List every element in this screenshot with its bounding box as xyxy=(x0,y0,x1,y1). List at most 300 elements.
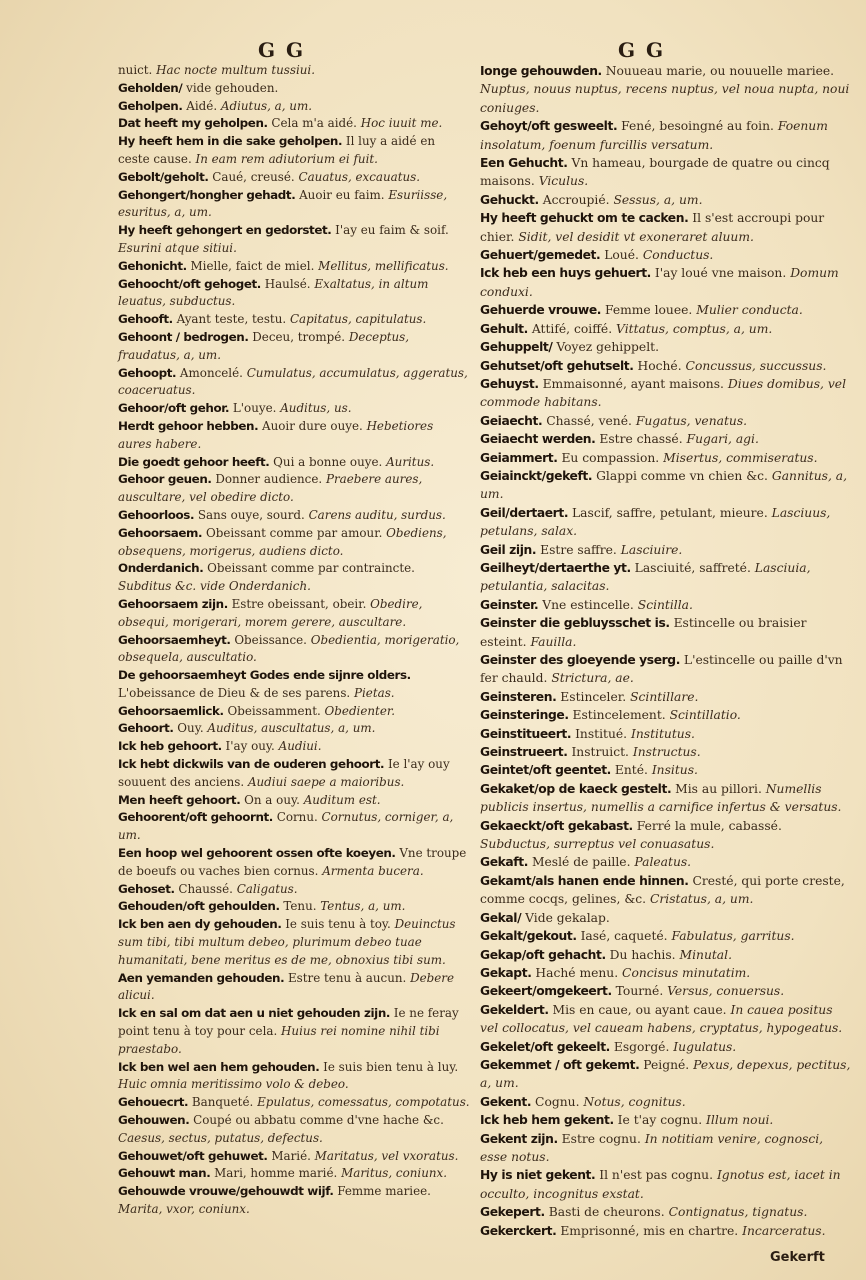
entry-latin: Hac nocte multum tussiui. xyxy=(156,63,316,77)
entry-headword: Gekapt. xyxy=(480,965,532,980)
entry-latin: Notus, cognitus. xyxy=(583,1094,686,1109)
entry-headword: Gekent. xyxy=(480,1094,532,1109)
dictionary-entry xyxy=(480,264,852,301)
dictionary-entry xyxy=(118,365,470,401)
entry-headword: Ick hebt dickwils van de ouderen gehoort. xyxy=(118,757,385,772)
entry-latin: Versus, conuersus. xyxy=(667,984,785,999)
dictionary-entry xyxy=(480,651,852,688)
entry-latin: Minutal. xyxy=(679,947,732,962)
entry-latin: Instructus. xyxy=(632,745,701,760)
entry-headword: Gehoset. xyxy=(118,881,175,896)
dictionary-entry xyxy=(480,1222,852,1240)
entry-latin: Caesus, sectus, putatus, defectus. xyxy=(118,1130,323,1145)
entry-headword: Gehoyt/oft gesweelt. xyxy=(480,119,618,134)
entry-french: L'estincelle ou paille d'vn fer chauld. xyxy=(480,653,843,686)
dictionary-entry xyxy=(480,449,852,467)
dictionary-entry xyxy=(118,418,470,454)
entry-latin: Audiui. xyxy=(278,739,322,754)
entry-french: Vne troupe de boeufs ou vaches bien cornus. xyxy=(118,846,467,878)
entry-latin: Ignotus est, iacet in occulto, incognitus exstat. xyxy=(480,1168,841,1201)
entry-headword: Gekaket/op de kaeck gestelt. xyxy=(480,781,672,796)
catchword: Gekerft xyxy=(770,1250,825,1265)
entry-french: Auoir dure ouye. xyxy=(261,418,363,433)
dictionary-entry xyxy=(480,1093,852,1111)
entry-headword: Ick ben aen dy gehouden. xyxy=(118,917,282,932)
entry-french: Enté. xyxy=(614,763,648,778)
entry-headword: Gekap/oft gehacht. xyxy=(480,947,606,962)
dictionary-entry xyxy=(480,62,852,117)
entry-latin: Fauilla. xyxy=(530,634,577,649)
entry-french: Ayant teste, testu. xyxy=(176,312,287,327)
dictionary-entry xyxy=(118,222,470,258)
dictionary-entry xyxy=(480,541,852,559)
dictionary-entry xyxy=(118,400,470,418)
dictionary-entry xyxy=(118,507,470,525)
entry-french: Chaussé. xyxy=(178,881,233,896)
entry-headword: Aen yemanden gehouden. xyxy=(118,970,285,985)
entry-french: Il luy a aidé en ceste cause. xyxy=(118,134,436,166)
entry-french: Obeissance. xyxy=(234,632,307,647)
entry-french: Caué, creusé. xyxy=(212,169,295,184)
entry-headword: Gehouwet/oft gehuwet. xyxy=(118,1148,268,1163)
entry-french: Mielle, faict de miel. xyxy=(190,258,315,273)
entry-french: Estincelle ou braisier esteint. xyxy=(480,616,807,649)
entry-latin: Diues domibus, vel commode habitans. xyxy=(480,376,847,410)
entry-french: Chassé, vené. xyxy=(546,413,632,428)
entry-latin: Lasciuus, petulans, salax. xyxy=(480,505,831,539)
entry-latin: Mulier conducta. xyxy=(696,303,803,318)
entry-headword: Gehoort. xyxy=(118,721,174,736)
entry-french: I'ay loué vne maison. xyxy=(654,266,787,281)
dictionary-entry xyxy=(480,1111,852,1129)
dictionary-entry xyxy=(118,845,470,881)
entry-french: Estre tenu à aucun. xyxy=(287,970,407,985)
entry-latin: Domum conduxi. xyxy=(480,266,839,299)
entry-latin: Mellitus, mellificatus. xyxy=(318,258,449,273)
entry-latin: Scintillare. xyxy=(630,689,699,704)
entry-latin: Huius rei nomine nihil tibi praestabo. xyxy=(118,1024,440,1056)
dictionary-entry xyxy=(118,898,470,916)
entry-latin: Cumulatus, accumulatus, aggeratus, coaceruatus. xyxy=(118,365,468,398)
dictionary-entry xyxy=(118,169,470,187)
entry-headword: Gehoont / bedrogen. xyxy=(118,329,249,344)
entry-french: Voyez gehippelt. xyxy=(556,340,659,355)
entry-headword: Geholden/ xyxy=(118,80,183,95)
entry-latin: Esuriisse, esuritus, a, um. xyxy=(118,187,448,220)
dictionary-entry xyxy=(480,412,852,430)
entry-headword: Gehoor/oft gehor. xyxy=(118,401,230,416)
entry-latin: Viculus. xyxy=(538,174,589,189)
dictionary-entry xyxy=(118,792,470,810)
entry-french: Haulsé. xyxy=(264,276,311,291)
entry-headword: Die goedt gehoor heeft. xyxy=(118,454,270,469)
entry-latin: Insitus. xyxy=(651,763,698,778)
entry-latin: Audiui saepe a maioribus. xyxy=(247,774,405,789)
dictionary-entry xyxy=(118,970,470,1006)
entry-french: Estre obeissant, obeir. xyxy=(231,596,367,611)
entry-headword: Ick heb een huys gehuert. xyxy=(480,266,651,281)
entry-headword: Gekal/ xyxy=(480,910,522,925)
dictionary-entry xyxy=(480,1166,852,1203)
dictionary-entry xyxy=(480,817,852,854)
entry-french: Marié. xyxy=(271,1148,311,1163)
entry-french: nuict. xyxy=(118,63,153,77)
entry-french: Ferré la mule, cabassé. xyxy=(636,818,782,833)
dictionary-entry xyxy=(118,667,470,703)
dictionary-entry xyxy=(480,154,852,191)
entry-french: Ie l'ay ouy souuent des anciens. xyxy=(118,757,450,789)
entry-headword: Hy heeft gehuckt om te cacken. xyxy=(480,211,689,226)
entry-headword: Gehooft. xyxy=(118,312,173,327)
entry-headword: Gehonicht. xyxy=(118,258,187,273)
dictionary-entry xyxy=(118,1094,470,1112)
entry-headword: Gehouden/oft gehoulden. xyxy=(118,899,280,914)
entry-french: Haché menu. xyxy=(535,965,619,980)
entry-latin: Subditus &c. vide Onderdanich. xyxy=(118,579,311,594)
dictionary-entry xyxy=(118,703,470,721)
entry-headword: Dat heeft my geholpen. xyxy=(118,116,268,131)
dictionary-entry xyxy=(118,1148,470,1166)
entry-latin: In notitiam venire, cognosci, esse notus. xyxy=(480,1131,824,1164)
dictionary-entry xyxy=(480,946,852,964)
dictionary-entry xyxy=(480,209,852,246)
dictionary-entry xyxy=(118,738,470,756)
entry-headword: Gehoorsaem. xyxy=(118,525,203,540)
dictionary-entry xyxy=(118,329,470,365)
entry-latin: Obedire, obsequi, morigerari, morem gerere, auscultare. xyxy=(118,596,423,629)
dictionary-entry xyxy=(480,853,852,871)
dictionary-entry xyxy=(118,133,470,169)
entry-latin: Cornutus, corniger, a, um. xyxy=(118,810,454,843)
entry-latin: Institutus. xyxy=(631,726,695,741)
entry-headword: Gehoorsaem zijn. xyxy=(118,596,228,611)
dictionary-entry xyxy=(480,467,852,504)
entry-latin: Foenum insolatum, foenum furcillis versatum. xyxy=(480,119,828,152)
entry-latin: Epulatus, comessatus, compotatus. xyxy=(257,1095,470,1110)
entry-latin: Pietas. xyxy=(354,685,395,700)
dictionary-entry xyxy=(118,720,470,738)
dictionary-entry xyxy=(118,1183,470,1219)
entry-french: Sans ouye, sourd. xyxy=(197,507,305,522)
entry-french: Glappi comme vn chien &c. xyxy=(596,468,768,483)
entry-headword: Geil zijn. xyxy=(480,542,537,557)
dictionary-entry xyxy=(480,761,852,779)
entry-latin: Incarceratus. xyxy=(742,1223,826,1238)
dictionary-entry xyxy=(118,632,470,668)
entry-headword: Geinster des gloeyende yserg. xyxy=(480,653,680,667)
entry-headword: Geinster. xyxy=(480,597,539,612)
entry-french: Donner audience. xyxy=(215,472,323,487)
entry-french: Mari, homme marié. xyxy=(214,1166,338,1181)
entry-french: Lascif, saffre, petulant, mieure. xyxy=(572,505,768,520)
entry-headword: Gehouwde vrouwe/gehouwdt wijf. xyxy=(118,1184,334,1199)
entry-latin: Hebetiores aures habere. xyxy=(118,418,434,451)
entry-french: Estincelement. xyxy=(572,708,666,723)
entry-french: Tourné. xyxy=(615,984,664,999)
entry-latin: Exaltatus, in altum leuatus, subductus. xyxy=(118,276,429,309)
entry-headword: Gehutset/oft gehutselt. xyxy=(480,358,634,373)
dictionary-entry xyxy=(480,375,852,412)
entry-french: Obeissant comme par contraincte. xyxy=(207,561,415,576)
entry-headword: Gekerckert. xyxy=(480,1223,557,1238)
entry-latin: Adiutus, a, um. xyxy=(220,98,313,113)
entry-french: Aidé. xyxy=(186,98,218,113)
entry-headword: Een Gehucht. xyxy=(480,156,568,171)
dictionary-entry xyxy=(118,258,470,276)
entry-french: I'ay eu faim & soif. xyxy=(335,223,449,238)
entry-french: Mis au pillori. xyxy=(675,781,762,796)
entry-headword: Ick heb hem gekent. xyxy=(480,1113,614,1128)
entry-latin: Conductus. xyxy=(642,248,714,263)
entry-headword: Gehoorsaemheyt. xyxy=(118,632,231,647)
entry-headword: Gekeert/omgekeert. xyxy=(480,984,612,999)
entry-latin: Illum noui. xyxy=(706,1113,774,1128)
entry-headword: Geil/dertaert. xyxy=(480,505,569,520)
entry-french: Banqueté. xyxy=(191,1095,254,1110)
entry-french: Emmaisonné, ayant maisons. xyxy=(542,376,724,391)
entry-latin: Paleatus. xyxy=(634,855,692,870)
entry-french: Femme mariee. xyxy=(337,1184,431,1199)
dictionary-entry xyxy=(118,1165,470,1183)
entry-french: Institué. xyxy=(575,726,628,741)
entry-latin: Fabulatus, garritus. xyxy=(671,929,795,944)
entry-french: Emprisonné, mis en chartre. xyxy=(560,1223,739,1238)
entry-headword: Gehongert/hongher gehadt. xyxy=(118,187,296,202)
entry-latin: Numellis publicis insertus, numellis a carnifice infertus & versatus. xyxy=(480,781,842,815)
entry-latin: In eam rem adiutorium ei fuit. xyxy=(195,151,378,166)
entry-french: Fené, besoingné au foin. xyxy=(621,119,774,134)
dictionary-entry xyxy=(118,525,470,561)
entry-french: Meslé de paille. xyxy=(531,855,631,870)
dictionary-entry xyxy=(118,916,470,969)
entry-latin: Marita, vxor, coniunx. xyxy=(118,1202,250,1216)
entry-french: Cornu. xyxy=(276,810,318,825)
entry-french: Amoncelé. xyxy=(179,365,243,380)
dictionary-entry xyxy=(118,471,470,507)
entry-french: Loué. xyxy=(604,248,639,263)
dictionary-entry xyxy=(480,559,852,596)
entry-french: Mis en caue, ou ayant caue. xyxy=(552,1002,727,1017)
dictionary-entry xyxy=(118,311,470,329)
dictionary-entry xyxy=(118,115,470,133)
entry-headword: De gehoorsaemheyt Godes ende sijnre olders. xyxy=(118,668,411,683)
dictionary-entry xyxy=(480,1038,852,1056)
dictionary-entry xyxy=(118,1112,470,1148)
entry-latin: Auditum est. xyxy=(303,792,381,807)
dictionary-entry xyxy=(118,1059,470,1095)
entry-french: Femme louee. xyxy=(604,303,693,318)
entry-headword: Geiaecht. xyxy=(480,413,543,428)
entry-headword: Gehuckt. xyxy=(480,192,539,207)
entry-french: Cognu. xyxy=(535,1094,580,1109)
dictionary-entry xyxy=(118,276,470,312)
dictionary-entry xyxy=(480,614,852,651)
dictionary-entry xyxy=(480,117,852,154)
entry-latin: Maritus, coniunx. xyxy=(341,1166,448,1181)
entry-headword: Gehult. xyxy=(480,321,528,336)
header-left-letters: G G xyxy=(258,38,306,62)
entry-french: Cela m'a aidé. xyxy=(271,116,357,131)
dictionary-entry xyxy=(480,1130,852,1167)
entry-latin: Auditus, auscultatus, a, um. xyxy=(207,721,376,736)
entry-headword: Geinsteren. xyxy=(480,689,557,704)
entry-headword: Gehouwen. xyxy=(118,1113,190,1128)
entry-headword: Geiammert. xyxy=(480,450,558,465)
entry-headword: Gehoopt. xyxy=(118,365,177,380)
entry-french: L'obeissance de Dieu & de ses parens. xyxy=(118,685,351,700)
entry-latin: Fugari, agi. xyxy=(686,432,759,447)
dictionary-entry xyxy=(480,706,852,724)
entry-french: Ie t'ay cognu. xyxy=(617,1113,703,1128)
entry-headword: Een hoop wel gehoorent ossen ofte koeyen. xyxy=(118,846,396,861)
entry-headword: Gehuyst. xyxy=(480,376,539,391)
entry-french: Tenu. xyxy=(283,899,317,914)
entry-french: Nouueau marie, ou nouuelle mariee. xyxy=(605,64,835,78)
entry-headword: Geintet/oft geentet. xyxy=(480,763,611,778)
entry-latin: Carens auditu, surdus. xyxy=(308,507,446,522)
entry-french: Coupé ou abbatu comme d'vne hache &c. xyxy=(193,1113,444,1128)
dictionary-entry xyxy=(480,909,852,927)
entry-headword: Geinsteringe. xyxy=(480,708,569,723)
entry-french: Eu compassion. xyxy=(561,450,660,465)
dictionary-entry xyxy=(118,560,470,596)
entry-french: Vne estincelle. xyxy=(542,597,634,612)
left-column xyxy=(118,62,470,1219)
entry-french: Estre chassé. xyxy=(599,432,683,447)
dictionary-entry xyxy=(118,596,470,632)
entry-headword: Geinstitueert. xyxy=(480,726,572,741)
entry-headword: Gehuppelt/ xyxy=(480,340,553,355)
entry-french: Qui a bonne ouye. xyxy=(273,454,383,469)
entry-headword: Gehoorent/oft gehoornt. xyxy=(118,810,273,825)
entry-french: On a ouy. xyxy=(244,792,300,807)
entry-latin: Tentus, a, um. xyxy=(320,899,406,914)
entry-latin: Hoc iuuit me. xyxy=(360,116,443,131)
entry-headword: Gekamt/als hanen ende hinnen. xyxy=(480,873,689,888)
dictionary-entry xyxy=(118,98,470,116)
entry-french: Il n'est pas cognu. xyxy=(599,1168,714,1183)
entry-headword: Gekent zijn. xyxy=(480,1131,558,1146)
entry-latin: Huic omnia meritissimo volo & debeo. xyxy=(118,1077,349,1092)
entry-headword: Ick heb gehoort. xyxy=(118,739,222,754)
entry-latin: Fugatus, venatus. xyxy=(635,413,748,428)
entry-french: Ouy. xyxy=(177,721,204,736)
entry-french: Basti de cheurons. xyxy=(548,1205,665,1220)
entry-french: Lasciuité, saffreté. xyxy=(634,560,751,575)
entry-headword: Geiaecht werden. xyxy=(480,432,596,447)
entry-french: Estre saffre. xyxy=(540,542,617,557)
entry-latin: Misertus, commiseratus. xyxy=(663,450,818,465)
entry-latin: Deceptus, fraudatus, a, um. xyxy=(118,329,410,362)
entry-french: Attifé, coiffé. xyxy=(531,321,613,336)
dictionary-entry xyxy=(480,927,852,945)
entry-french: Iasé, caqueté. xyxy=(580,929,668,944)
entry-latin: Caligatus. xyxy=(236,881,298,896)
entry-headword: Herdt gehoor hebben. xyxy=(118,418,259,433)
dictionary-entry xyxy=(480,872,852,909)
dictionary-entry xyxy=(118,756,470,792)
dictionary-entry xyxy=(480,246,852,264)
entry-french: Deceu, trompé. xyxy=(252,329,346,344)
entry-headword: Gekalt/gekout. xyxy=(480,929,577,944)
entry-latin: Scintilla. xyxy=(637,597,693,612)
dictionary-entry xyxy=(480,1203,852,1221)
dictionary-entry xyxy=(480,688,852,706)
dictionary-entry xyxy=(118,454,470,472)
entry-latin: Sidit, vel desidit vt exoneraret aluum. xyxy=(518,229,754,244)
dictionary-entry xyxy=(480,596,852,614)
entry-headword: Hy is niet gekent. xyxy=(480,1168,596,1183)
entry-headword: Gekeldert. xyxy=(480,1002,549,1017)
entry-french: Instruict. xyxy=(571,745,629,760)
dictionary-entry xyxy=(480,430,852,448)
entry-headword: Gehouecrt. xyxy=(118,1095,189,1110)
entry-latin: Debere alicui. xyxy=(118,970,455,1003)
entry-headword: Gekaeckt/oft gekabast. xyxy=(480,818,633,833)
entry-french: vide gehouden. xyxy=(186,80,279,95)
dictionary-entry xyxy=(480,1056,852,1093)
entry-french: Ie suis bien tenu à luy. xyxy=(323,1059,459,1074)
dictionary-entry xyxy=(480,191,852,209)
right-column xyxy=(480,62,852,1240)
entry-latin: Concisus minutatim. xyxy=(622,965,751,980)
entry-latin: Praebere aures, auscultare, vel obedire dicto. xyxy=(118,472,423,505)
entry-latin: Sessus, a, um. xyxy=(613,192,703,207)
entry-latin: Lasciuia, petulantia, salacitas. xyxy=(480,560,811,594)
dictionary-entry xyxy=(480,301,852,319)
entry-latin: Iugulatus. xyxy=(673,1039,737,1054)
entry-french: Estre cognu. xyxy=(561,1131,641,1146)
entry-latin: Capitatus, capitulatus. xyxy=(289,312,427,327)
entry-headword: Gehouwt man. xyxy=(118,1166,211,1181)
dictionary-entry xyxy=(480,320,852,338)
entry-latin: Gannitus, a, um. xyxy=(480,468,848,502)
entry-french: Il s'est accroupi pour chier. xyxy=(480,211,825,244)
dictionary-entry xyxy=(480,743,852,761)
entry-french: Accroupié. xyxy=(542,192,610,207)
entry-latin: Deuinctus sum tibi, tibi multum debeo, plurimum debeo tuae humanitati, bene meritus es de me, obnoxius tibi sum. xyxy=(118,917,456,967)
entry-latin: Vittatus, comptus, a, um. xyxy=(616,321,773,336)
dictionary-entry xyxy=(480,338,852,356)
entry-latin: Esurini atque sitiui. xyxy=(118,240,237,255)
entry-latin: Subductus, surreptus vel conuasatus. xyxy=(480,837,715,852)
entry-french: Ie suis tenu à toy. xyxy=(285,917,391,932)
entry-latin: Lasciuire. xyxy=(620,542,683,557)
entry-french: Obeissamment. xyxy=(227,703,321,718)
entry-headword: Gebolt/geholt. xyxy=(118,169,209,184)
entry-headword: Gekemmet / oft gekemt. xyxy=(480,1057,640,1072)
entry-headword: Hy heeft gehongert en gedorstet. xyxy=(118,223,332,238)
dictionary-entry xyxy=(118,62,470,80)
entry-french: Ie ne feray point tenu à toy pour cela. xyxy=(118,1006,459,1039)
entry-headword: Geholpen. xyxy=(118,98,183,113)
entry-latin: Cauatus, excauatus. xyxy=(298,169,421,184)
entry-latin: Cristatus, a, um. xyxy=(649,892,754,907)
dictionary-entry xyxy=(480,357,852,375)
entry-headword: Gehoor geuen. xyxy=(118,472,212,487)
entry-headword: Ick en sal om dat aen u niet gehouden zijn. xyxy=(118,1006,391,1021)
entry-headword: Ionge gehouwden. xyxy=(480,64,602,78)
entry-headword: Gehuert/gemedet. xyxy=(480,248,601,263)
entry-french: L'ouye. xyxy=(232,401,277,416)
entry-latin: Obedientia, morigeratio, obsequela, auscultatio. xyxy=(118,632,460,665)
entry-headword: Geinster die gebluysschet is. xyxy=(480,616,670,631)
dictionary-entry xyxy=(480,504,852,541)
dictionary-entry xyxy=(118,809,470,845)
entry-french: I'ay ouy. xyxy=(225,739,275,754)
entry-latin: Contignatus, tignatus. xyxy=(668,1205,808,1220)
entry-latin: Scintillatio. xyxy=(669,708,741,723)
